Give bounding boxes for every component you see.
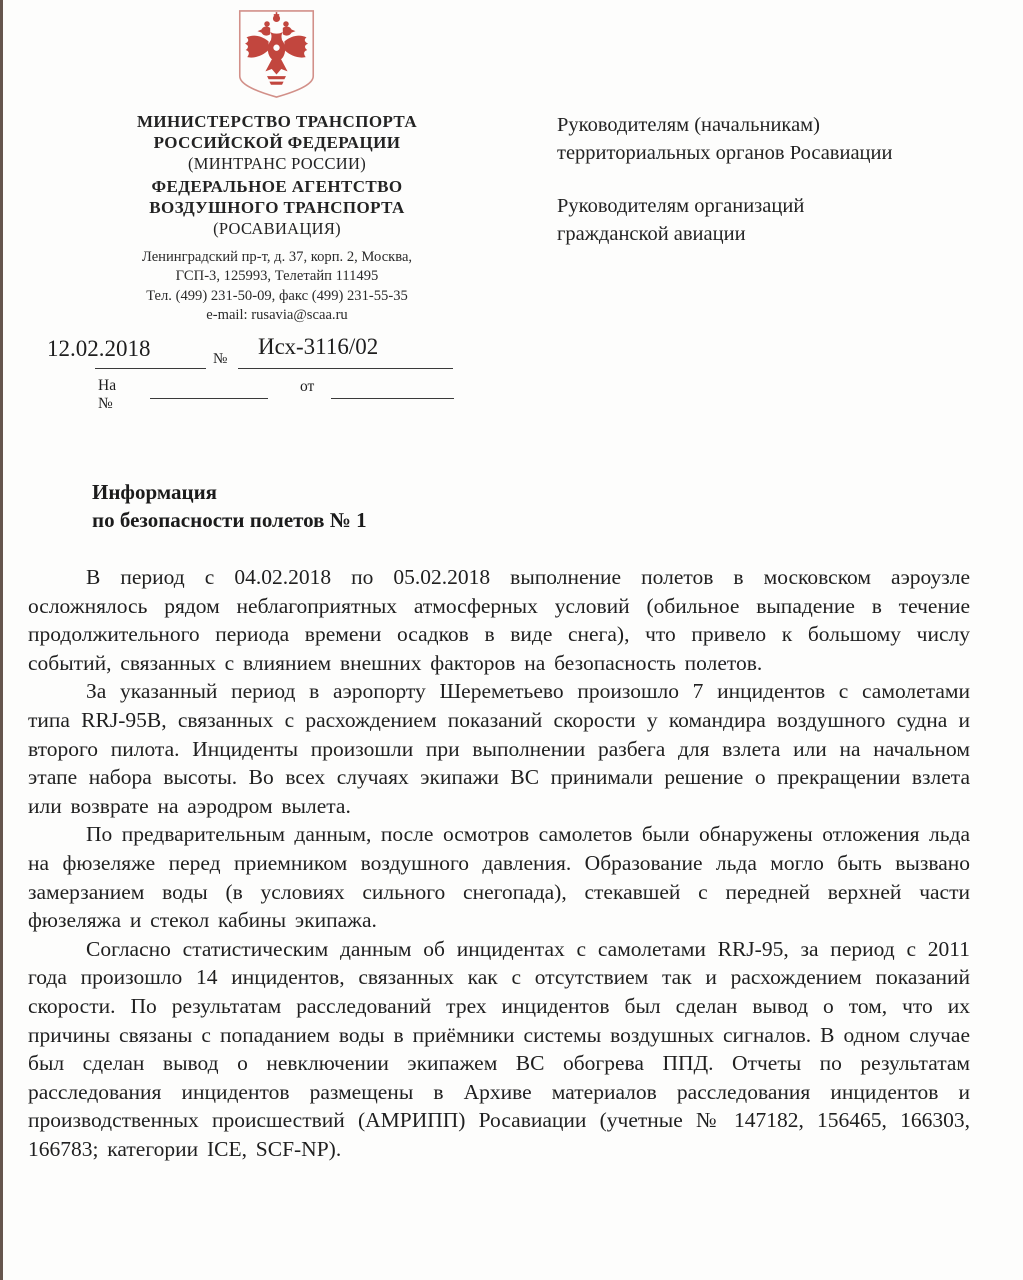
ministry-short-name: (МИНТРАНС РОССИИ) (187, 154, 367, 173)
sender-org-block (88, 112, 466, 326)
recipient-line: гражданской авиации (557, 222, 746, 245)
ministry-name-line: МИНИСТЕРСТВО ТРАНСПОРТА (136, 112, 418, 131)
address-line: Тел. (499) 231-50-09, факс (499) 231-55-35 (146, 287, 408, 304)
recipient-territorial-bodies (557, 112, 987, 167)
body-paragraph: Согласно статистическим данным об инцидентах с самолетами RRJ-95, за период с 2011 года произошло 14 инцидентов, связанных как с отсутствием так и расхождением показаний скорости. По результатам расследований трех инцидентов был сделан вывод о том, что их причины связаны с попаданием воды в приёмники системы воздушных сигналов. В одном случае был сделан вывод о невключении экипажем ВС обогрева ППД. Отчеты по результатам расследования инцидентов размещены в Архиве материалов расследования инцидентов и производственных происшествий (АМРИПП) Росавиации (учетные № 147182, 156465, 166303, 166783; категории ICE, SCF-NP). (28, 936, 970, 1161)
recipient-line: Руководителям организаций (557, 195, 805, 217)
number-underline (238, 368, 453, 369)
outgoing-number: Исх-3116/02 (258, 334, 379, 359)
recipient-line: Руководителям (начальникам) (557, 114, 820, 136)
body-paragraph: В период с 04.02.2018 по 05.02.2018 выполнение полетов в московском аэроузле осложнялось рядом неблагоприятных атмосферных условий (обильное выпадение в течение продолжительного периода времени осадков в виде снега), что привело к большому числу событий, связанных с влиянием внешних факторов на безопасность полетов. (28, 565, 970, 675)
date-underline (95, 368, 206, 369)
body-paragraph: За указанный период в аэропорту Шереметьево произошло 7 инцидентов с самолетами типа RRJ-95B, связанных с расхождением показаний скорости у командира воздушного судна и второго пилота. Инциденты произошли при выполнении разбега для взлета или на начальном этапе набора высоты. Во всех случаях экипажи ВС принимали решение о прекращении взлета или возврате на аэродром вылета. (28, 679, 970, 818)
recipients-block (557, 112, 987, 248)
document-title-line: Информация (92, 480, 218, 504)
document-title-line: по безопасности полетов № 1 (92, 508, 367, 532)
russia-coat-of-arms-icon (237, 8, 316, 100)
scan-edge-artifact (0, 0, 3, 1280)
email-line: e-mail: rusavia@scaa.ru (206, 307, 348, 324)
document-title (92, 478, 367, 534)
body-paragraph: По предварительным данным, после осмотров самолетов были обнаружены отложения льда на фюзеляже перед приемником воздушного давления. Образование льда могло быть вызвано замерзанием воды (в условиях сильного снегопада), стекавшей с передней верхней части фюзеляжа и стекол кабины экипажа. (28, 822, 970, 933)
reply-from-date-label: от (300, 378, 315, 395)
sender-address-block (88, 248, 466, 326)
recipient-line: территориальных органов Росавиации (557, 141, 893, 164)
letter-body (28, 563, 970, 1163)
number-sign-label: № (213, 351, 228, 367)
address-line: Ленинградский пр-т, д. 37, корп. 2, Москва, (141, 249, 413, 265)
document-date: 12.02.2018 (47, 336, 151, 361)
recipient-aviation-organizations (557, 193, 987, 248)
reply-to-number-label: На № (98, 377, 117, 412)
ministry-name-line: РОССИЙСКОЙ ФЕДЕРАЦИИ (153, 132, 401, 152)
agency-name-line: ВОЗДУШНОГО ТРАНСПОРТА (149, 197, 405, 217)
agency-short-name: (РОСАВИАЦИЯ) (213, 219, 341, 238)
reply-number-underline (150, 398, 268, 399)
agency-name-line: ФЕДЕРАЛЬНОЕ АГЕНТСТВО (151, 177, 403, 196)
reply-date-underline (331, 398, 454, 399)
address-line: ГСП-3, 125993, Телетайп 111495 (175, 268, 379, 285)
